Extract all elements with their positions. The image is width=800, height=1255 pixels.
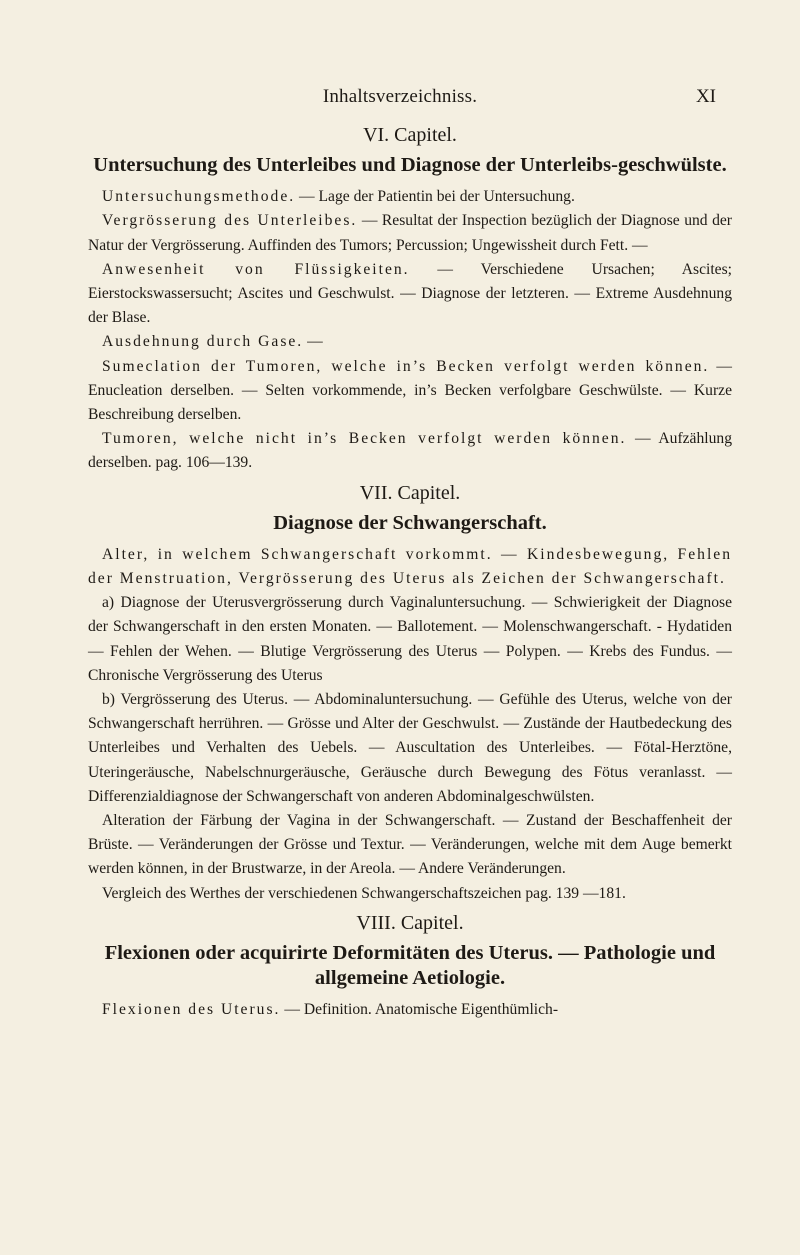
toc-entry	[88, 543, 732, 591]
running-title: Inhaltsverzeichniss.	[322, 86, 478, 107]
toc-entry	[88, 185, 732, 209]
entry-lead: Ausdehnung durch Gase.	[102, 333, 304, 351]
toc-entry	[88, 330, 732, 354]
toc-body	[88, 118, 732, 1022]
toc-entry	[88, 688, 732, 809]
page-number: XI	[695, 86, 716, 107]
chapter-heading: VIII. Capitel.	[356, 911, 464, 934]
entry-lead: Sumeclation der Tumoren, welche in’s Becken verfolgt werden können.	[102, 357, 710, 375]
chapter-title: Diagnose der Schwangerschaft.	[273, 511, 547, 534]
toc-entry	[88, 882, 732, 906]
toc-entry	[88, 427, 732, 475]
entry-lead: Alter, in welchem Schwangerschaft vorkommt. — Kindesbewegung, Fehlen der Menstruation, Vergrösserung des Uterus als Zeichen der Schwangerschaft.	[88, 545, 732, 588]
entry-text: —	[303, 333, 323, 351]
toc-entry	[88, 998, 732, 1022]
entry-lead: Vergrösserung des Unterleibes.	[102, 212, 358, 230]
toc-entry	[88, 809, 732, 882]
toc-entry	[88, 258, 732, 331]
entry-lead: Flexionen des Uterus.	[102, 1001, 281, 1019]
entry-lead: Untersuchungsmethode.	[102, 188, 296, 206]
toc-entry	[88, 591, 732, 688]
entry-text: — Lage der Patientin bei der Untersuchung.	[295, 188, 575, 206]
toc-entry	[88, 355, 732, 428]
entry-lead: Tumoren, welche nicht in’s Becken verfolgt werden können.	[102, 430, 627, 448]
chapter-title: Flexionen oder acquirirte Deformitäten des Uterus. — Pathologie und allgemeine Aetiologie.	[104, 942, 716, 990]
entry-text: Alteration der Färbung der Vagina in der Schwangerschaft. — Zustand der Beschaffenheit der Brüste. — Veränderungen der Grösse und Textur. — Veränderungen, welche mit dem Auge bemerkt werden können, in der Brustwarze, in der Areola. — Andere Veränderungen.	[88, 812, 732, 878]
chapter-title: Untersuchung des Unterleibes und Diagnose der Unterleibs-geschwülste.	[93, 154, 727, 177]
chapter-heading: VII. Capitel.	[359, 481, 461, 504]
entry-text: — Enucleation derselben. — Selten vorkommende, in’s Becken verfolgbare Geschwülste. — Kurze Beschreibung derselben.	[88, 357, 732, 424]
entry-text: a) Diagnose der Uterusvergrösserung durch Vaginaluntersuchung. — Schwierigkeit der Diagnose der Schwangerschaft in den ersten Monaten. — Ballotement. — Molenschwangerschaft. - Hydatiden — Fehlen der Wehen. — Blutige Vergrösserung des Uterus — Polypen. — Krebs des Fundus. — Chronische Vergrösserung des Uterus	[88, 594, 732, 684]
entry-lead: Anwesenheit von Flüssigkeiten.	[102, 260, 410, 278]
toc-entry	[88, 209, 732, 257]
chapter-heading: VI. Capitel.	[363, 124, 457, 146]
entry-text: Vergleich des Werthes der verschiedenen Schwangerschaftszeichen pag. 139 —181.	[102, 884, 626, 902]
entry-text: b) Vergrösserung des Uterus. — Abdominaluntersuchung. — Gefühle des Uterus, welche von der Schwangerschaft herrühren. — Grösse und Alter der Geschwulst. — Zustände der Hautbedeckung des Unterleibes und Verhalten des Uebels. — Auscultation des Unterleibes. — Fötal-Herztöne, Uteringeräusche, Nabelschnurgeräusche, Geräusche durch Bewegung des Fötus veranlasst. — Differenzialdiagnose der Schwangerschaft von anderen Abdominalgeschwülsten.	[88, 691, 732, 805]
entry-text: — Aufzählung derselben. pag. 106—139.	[88, 430, 732, 472]
entry-text: — Definition. Anatomische Eigenthümlich-	[280, 1001, 559, 1019]
entry-text: — Verschiedene Ursachen; Ascites; Eierstockswassersucht; Ascites und Geschwulst. — Diagnose der letzteren. — Extreme Ausdehnung der Blase.	[88, 260, 732, 327]
entry-text: — Resultat der Inspection bezüglich der Diagnose und der Natur der Vergrösserung. Auffinden des Tumors; Percussion; Ungewissheit durch Fett. —	[88, 212, 732, 254]
running-header	[0, 86, 800, 110]
